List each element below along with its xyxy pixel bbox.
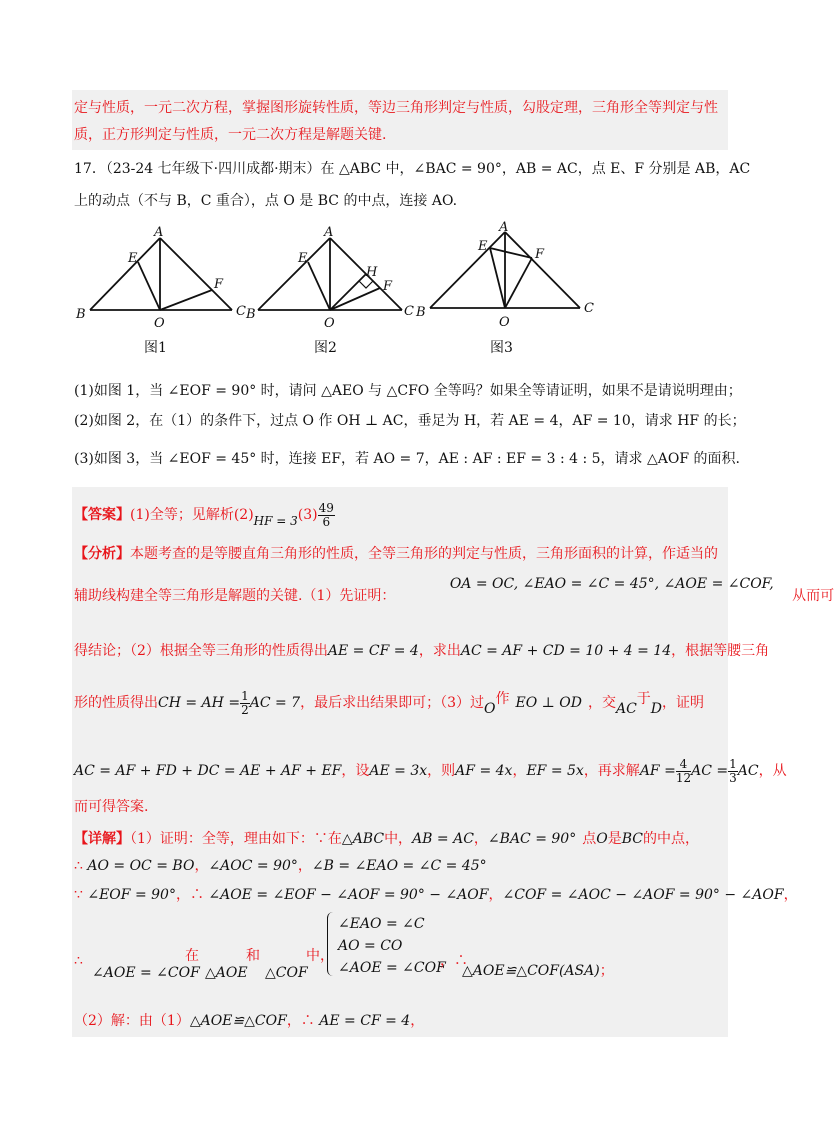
analysis-text-4l: ，证明	[662, 695, 705, 711]
detail-math-1b: △ABC	[341, 831, 385, 847]
detail-line-4i	[462, 960, 614, 982]
fig3-label-o: O	[499, 315, 510, 330]
fig2-label-c: C	[404, 304, 414, 319]
detail-text-3g: ，	[783, 887, 798, 903]
analysis-math-4i: AC	[615, 701, 637, 717]
analysis-text-4j: 于	[636, 691, 651, 707]
detail-math-4f: △COF	[265, 965, 308, 981]
detail-text-5a: （2）解：由（1）	[74, 1013, 190, 1029]
analysis-math-5g: EF = 5x	[526, 763, 584, 779]
analysis-math-4b: CH = AH =	[158, 695, 241, 711]
detail-math-3f: ∠COF = ∠AOC − ∠AOF = 90° − ∠AOF	[502, 887, 784, 903]
detail-math-5d: AE = CF = 4	[319, 1013, 411, 1029]
detail-text-5e: ，	[410, 1013, 425, 1029]
detail-math-1h: O	[596, 831, 608, 847]
detail-text-2e: ，	[297, 858, 312, 874]
analysis-text-5d: ，则	[427, 763, 456, 779]
fig3-label-f: F	[535, 247, 545, 262]
detail-math-5b: △AOE≌△COF	[189, 1013, 287, 1029]
analysis-frac-4-12-num: 4	[676, 758, 691, 772]
detail-text-3e: ，	[488, 887, 503, 903]
fig2-label-h: H	[366, 265, 378, 280]
detail-text-1c: 中，	[384, 831, 413, 847]
figure-1	[90, 238, 232, 310]
detail-math-2b: AO = OC = BO	[87, 858, 195, 874]
answer-part3: (3)	[297, 507, 318, 523]
answer-fraction-den: 6	[322, 514, 331, 529]
fig3-caption: 图3	[490, 340, 513, 356]
detail-line-4a: ∴	[74, 953, 83, 969]
system-eq-1	[338, 913, 425, 935]
analysis-half	[240, 690, 250, 717]
analysis-text-4f: 作	[495, 691, 510, 707]
detail-math-3b: ∠EOF = 90°	[87, 887, 176, 903]
fig3-label-c: C	[584, 301, 594, 316]
detail-line-4c: 在	[185, 948, 199, 964]
analysis-math-5a: AC = AF + FD + DC = AE + AF + EF	[74, 763, 342, 779]
detail-line-5	[74, 1010, 424, 1032]
detail-text-1a: （1）证明：全等，理由如下：∵在	[130, 831, 342, 847]
analysis-math-4k: D	[650, 701, 663, 717]
detail-line-3	[74, 884, 798, 906]
detail-math-2f: ∠B = ∠EAO = ∠C = 45°	[311, 858, 487, 874]
fig3-label-b: B	[416, 305, 426, 320]
detail-text-4h: ，∴	[440, 953, 468, 969]
fig2-label-a: A	[324, 225, 334, 240]
analysis-math-2b: OA = OC, ∠EAO = ∠C = 45°, ∠AOE = ∠COF,	[449, 576, 774, 592]
detail-math-2d: ∠AOC = 90°	[208, 858, 298, 874]
detail-text-1i: 是	[607, 831, 622, 847]
detail-text-5c: ，∴	[286, 1013, 320, 1029]
detail-line-1	[74, 828, 699, 850]
analysis-line-5	[74, 755, 787, 787]
detail-line-4f	[265, 962, 308, 984]
analysis-math-5j: AC =	[691, 763, 729, 779]
fig1-caption: 图1	[144, 340, 167, 356]
system-eq-1-text: ∠EAO = ∠C	[338, 916, 425, 932]
analysis-line-4	[74, 688, 704, 718]
detail-text-4j: ；	[599, 963, 614, 979]
question-3: (3)如图 3，当 ∠EOF = 45° 时，连接 EF，若 AO = 7，AE : AF : EF = 3 : 4 : 5，请求 △AOF 的面积.	[74, 451, 740, 467]
analysis-frac-1-3-num: 1	[729, 756, 737, 771]
analysis-math-5e: AF = 4x	[455, 763, 513, 779]
answer-line	[74, 498, 335, 538]
analysis-text-4h: ，交	[587, 695, 616, 711]
detail-math-1f: ∠BAC = 90°	[487, 831, 577, 847]
analysis-text-2a: 辅助线构建全等三角形是解题的关键.（1）先证明：	[74, 588, 396, 604]
analysis-text-5f: ，	[512, 763, 527, 779]
fig1-label-c: C	[236, 304, 246, 319]
analysis-text-3a: 得结论；（2）根据全等三角形的性质得出	[74, 643, 328, 659]
fig2-label-b: B	[246, 307, 256, 322]
answer-hf: HF = 3	[253, 514, 298, 528]
analysis-line-3	[74, 640, 769, 662]
problem-line-1: 17．（23-24 七年级下·四川成都·期末）在 △ABC 中，∠BAC = 90°，AB = AC，点 E、F 分别是 AB，AC	[74, 161, 751, 177]
detail-text-1g: 点	[582, 831, 597, 847]
detail-math-4d: △AOE	[205, 965, 248, 981]
equation-brace	[327, 912, 334, 976]
answer-tag: 【答案】	[74, 507, 130, 523]
analysis-line-6: 而可得答案.	[74, 799, 149, 815]
answer-fraction-num: 49	[318, 500, 334, 515]
analysis-text-5h: ，再求解	[583, 763, 640, 779]
fig1-label-f: F	[214, 277, 224, 292]
geometry-figures	[0, 220, 800, 370]
answer-fraction	[318, 502, 335, 529]
analysis-text-4d: ，最后求出结果即可；（3）过	[300, 695, 484, 711]
analysis-frac-1-3	[728, 758, 738, 785]
analysis-line-1	[74, 543, 718, 565]
problem-line-2: 上的动点（不与 B，C 重合），点 O 是 BC 的中点，连接 AO.	[74, 193, 458, 209]
analysis-math-4e: O	[484, 701, 496, 717]
fig2-caption: 图2	[314, 340, 337, 356]
analysis-half-num: 1	[241, 688, 249, 703]
analysis-math-5i: AF =	[639, 763, 676, 779]
detail-text-1e: ，	[473, 831, 488, 847]
answer-text: (1)全等；见解析(2)	[130, 507, 254, 523]
intro-line-2: 质，正方形判定与性质，一元二次方程是解题关键.	[74, 127, 387, 143]
detail-text-2c: ，	[194, 858, 209, 874]
analysis-text-5b: ，设	[341, 763, 370, 779]
system-eq-2-text: AO = CO	[338, 938, 403, 954]
fig2-label-f: F	[383, 279, 393, 294]
detail-line-4b	[92, 962, 200, 984]
analysis-frac-4-12	[676, 758, 691, 785]
figure-3	[430, 232, 580, 308]
detail-tag: 【详解】	[74, 831, 130, 847]
system-eq-3-text: ∠AOE = ∠COF	[338, 960, 446, 976]
analysis-frac-1-3-den: 3	[729, 770, 737, 785]
fig3-label-e: E	[478, 239, 488, 254]
detail-math-1d: AB = AC	[412, 831, 474, 847]
fig2-label-o: O	[324, 316, 335, 331]
analysis-math-4g: EO ⊥ OD	[515, 695, 582, 711]
analysis-text-4a: 形的性质得出	[74, 695, 158, 711]
analysis-text-1: 本题考查的是等腰直角三角形的性质，全等三角形的判定与性质，三角形面积的计算，作适当的	[130, 546, 718, 562]
detail-text-2a: ∴	[74, 858, 88, 874]
detail-line-4e: 和	[246, 948, 260, 964]
detail-math-3d: ∠AOE = ∠EOF − ∠AOF = 90° − ∠AOF	[208, 887, 489, 903]
analysis-text-3e: ，根据等腰三角	[671, 643, 770, 659]
fig3-label-a: A	[499, 220, 509, 235]
analysis-text-5l: ，从	[758, 763, 787, 779]
system-eq-3	[338, 957, 446, 979]
detail-text-3c: ，∴	[175, 887, 209, 903]
detail-math-4b: ∠AOE = ∠COF	[92, 965, 200, 981]
fig2-label-e: E	[298, 251, 308, 266]
question-1: (1)如图 1，当 ∠EOF = 90° 时，请问 △AEO 与 △CFO 全等吗？如果全等请证明，如果不是请说明理由；	[74, 383, 742, 399]
analysis-math-5c: AE = 3x	[369, 763, 428, 779]
analysis-math-3b: AE = CF = 4	[327, 643, 419, 659]
figure-2	[258, 238, 402, 310]
fig1-label-o: O	[154, 316, 165, 331]
system-eq-2	[338, 935, 402, 957]
analysis-text-3c: ，求出	[418, 643, 461, 659]
detail-text-3a: ∵	[74, 887, 88, 903]
fig1-label-e: E	[128, 251, 138, 266]
intro-line-1: 定与性质，一元二次方程，掌握图形旋转性质，等边三角形判定与性质，勾股定理，三角形全等判定与性	[74, 100, 718, 116]
analysis-half-den: 2	[241, 702, 249, 717]
analysis-math-3d: AC = AF + CD = 10 + 4 = 14	[460, 643, 672, 659]
analysis-math-5k: AC	[737, 763, 759, 779]
analysis-math-4c: AC = 7	[249, 695, 301, 711]
analysis-line-2	[74, 576, 834, 607]
detail-math-1j: BC	[621, 831, 643, 847]
detail-text-1k: 的中点，	[642, 831, 699, 847]
detail-line-4d	[205, 962, 248, 984]
fig1-label-b: B	[76, 307, 86, 322]
analysis-text-2c: 从而可	[792, 588, 834, 604]
analysis-frac-4-12-den: 12	[675, 770, 692, 785]
detail-line-4g: 中，	[306, 948, 334, 964]
detail-math-4i: △AOE≌△COF(ASA)	[462, 963, 600, 979]
analysis-tag: 【分析】	[74, 546, 130, 562]
detail-line-2	[74, 855, 487, 877]
question-2: (2)如图 2，在（1）的条件下，过点 O 作 OH ⊥ AC，垂足为 H，若 AE = 4，AF = 10，请求 HF 的长；	[74, 413, 746, 429]
fig1-label-a: A	[154, 225, 164, 240]
